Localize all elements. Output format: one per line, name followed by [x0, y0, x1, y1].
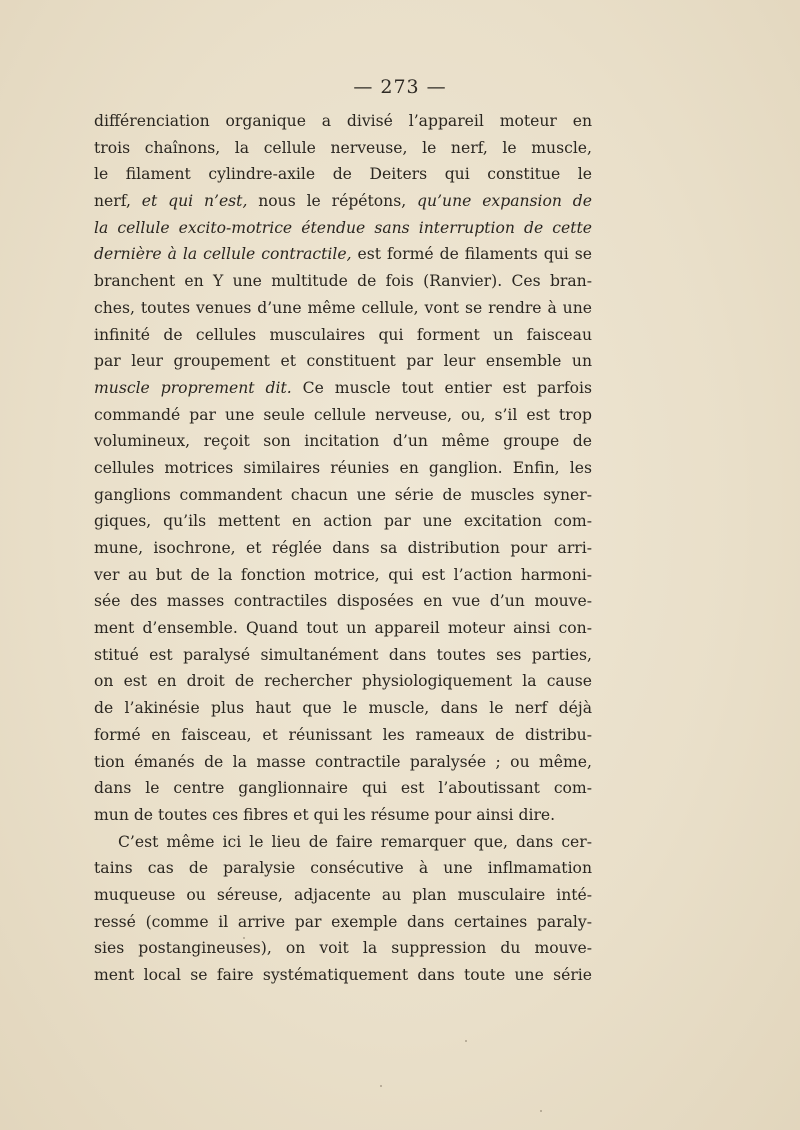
italic-text-segment: muscle proprement dit. [94, 378, 292, 397]
text-line [94, 935, 592, 962]
text-line [94, 562, 592, 589]
text-segment: tion émanés de la masse contractile paralysée ; ou même, [94, 752, 592, 771]
text-line [94, 135, 592, 162]
text-segment: dans le centre ganglionnaire qui est l’aboutissant com- [94, 779, 592, 798]
text-line [94, 642, 592, 669]
text-line [94, 749, 592, 776]
text-line [94, 455, 592, 482]
italic-text-segment: et qui n’est, [141, 192, 248, 211]
text-segment: infinité de cellules musculaires qui forment un faisceau [94, 325, 592, 344]
italic-text-segment: qu’une expansion de [417, 192, 592, 211]
italic-text-segment: dernière à la cellule contractile, [94, 245, 352, 264]
text-line [94, 108, 592, 135]
text-line [94, 829, 592, 856]
text-line [94, 428, 592, 455]
body-text [94, 108, 592, 989]
text-segment: branchent en Y une multitude de fois (Ranvier). Ces bran- [94, 272, 592, 291]
paper-speck [540, 1110, 542, 1112]
paper-speck [380, 1085, 382, 1087]
paper-speck [465, 1040, 467, 1042]
text-line [94, 775, 592, 802]
text-line [94, 909, 592, 936]
text-segment: muqueuse ou séreuse, adjacente au plan musculaire inté- [94, 885, 592, 904]
italic-text-segment: la cellule excito-motrice étendue sans interruption de cette [94, 218, 592, 237]
text-segment: commandé par une seule cellule nerveuse, ou, s’il est trop [94, 405, 592, 424]
text-segment: mune, isochrone, et réglée dans sa distribution pour arri- [94, 539, 592, 557]
text-segment: stitué est paralysé simultanément dans toutes ses parties, [94, 645, 592, 664]
text-line [94, 722, 592, 749]
text-segment: nous le répétons, [247, 192, 418, 211]
text-segment: mun de toutes ces fibres et qui les résume pour ainsi dire. [94, 805, 556, 824]
text-line [94, 855, 592, 882]
text-segment: sée des masses contractiles disposées en vue d’un mouve- [94, 592, 592, 611]
paper-speck [243, 937, 245, 939]
text-segment: différenciation organique a divisé l’appareil moteur en [94, 112, 592, 130]
text-segment: ganglions commandent chacun une série de muscles syner- [94, 485, 592, 504]
text-line [94, 482, 592, 509]
text-segment: formé en faisceau, et réunissant les rameaux de distribu- [94, 725, 592, 744]
text-segment: cellules motrices similaires réunies en ganglion. Enfin, les [94, 458, 592, 477]
text-segment: tains cas de paralysie consécutive à une inflmamation [94, 859, 592, 878]
text-line [94, 295, 592, 322]
text-segment: est formé de filaments qui se [351, 245, 592, 264]
text-segment: volumineux, reçoit son incitation d’un même groupe de [94, 432, 592, 451]
text-line [94, 668, 592, 695]
text-segment: ressé (comme il arrive par exemple dans certaines paraly- [94, 912, 592, 931]
text-segment: par leur groupement et constituent par leur ensemble un [94, 352, 592, 371]
text-segment: Ce muscle tout entier est parfois [291, 378, 592, 397]
text-line [94, 962, 592, 989]
text-segment: on est en droit de rechercher physiologiquement la cause [94, 672, 592, 691]
text-line [94, 802, 592, 829]
text-segment: ver au but de la fonction motrice, qui est l’action harmoni- [94, 565, 592, 584]
text-segment: sies postangineuses), on voit la suppression du mouve- [94, 939, 592, 958]
text-line [94, 241, 592, 268]
text-line [94, 508, 592, 535]
text-line [94, 535, 592, 562]
text-line [94, 348, 592, 375]
page-number: — 273 — [353, 76, 447, 98]
text-segment: ches, toutes venues d’une même cellule, vont se rendre à une [94, 298, 592, 317]
text-line [94, 882, 592, 909]
text-segment: nerf, [94, 192, 142, 211]
text-line [94, 215, 592, 242]
text-segment: ment local se faire systématiquement dans toute une série [94, 966, 592, 984]
text-segment: le filament cylindre-axile de Deiters qui constitue le [94, 165, 592, 184]
text-line [94, 322, 592, 349]
text-segment: giques, qu’ils mettent en action par une excitation com- [94, 512, 592, 531]
text-line [94, 588, 592, 615]
text-segment: C’est même ici le lieu de faire remarquer que, dans cer- [118, 832, 592, 851]
text-segment: trois chaînons, la cellule nerveuse, le nerf, le muscle, [94, 138, 592, 157]
text-line [94, 615, 592, 642]
text-line [94, 268, 592, 295]
text-line [94, 188, 592, 215]
text-segment: ment d’ensemble. Quand tout un appareil moteur ainsi con- [94, 619, 592, 638]
text-line [94, 402, 592, 429]
text-line [94, 695, 592, 722]
text-segment: de l’akinésie plus haut que le muscle, dans le nerf déjà [94, 699, 592, 718]
text-line [94, 161, 592, 188]
text-line [94, 375, 592, 402]
